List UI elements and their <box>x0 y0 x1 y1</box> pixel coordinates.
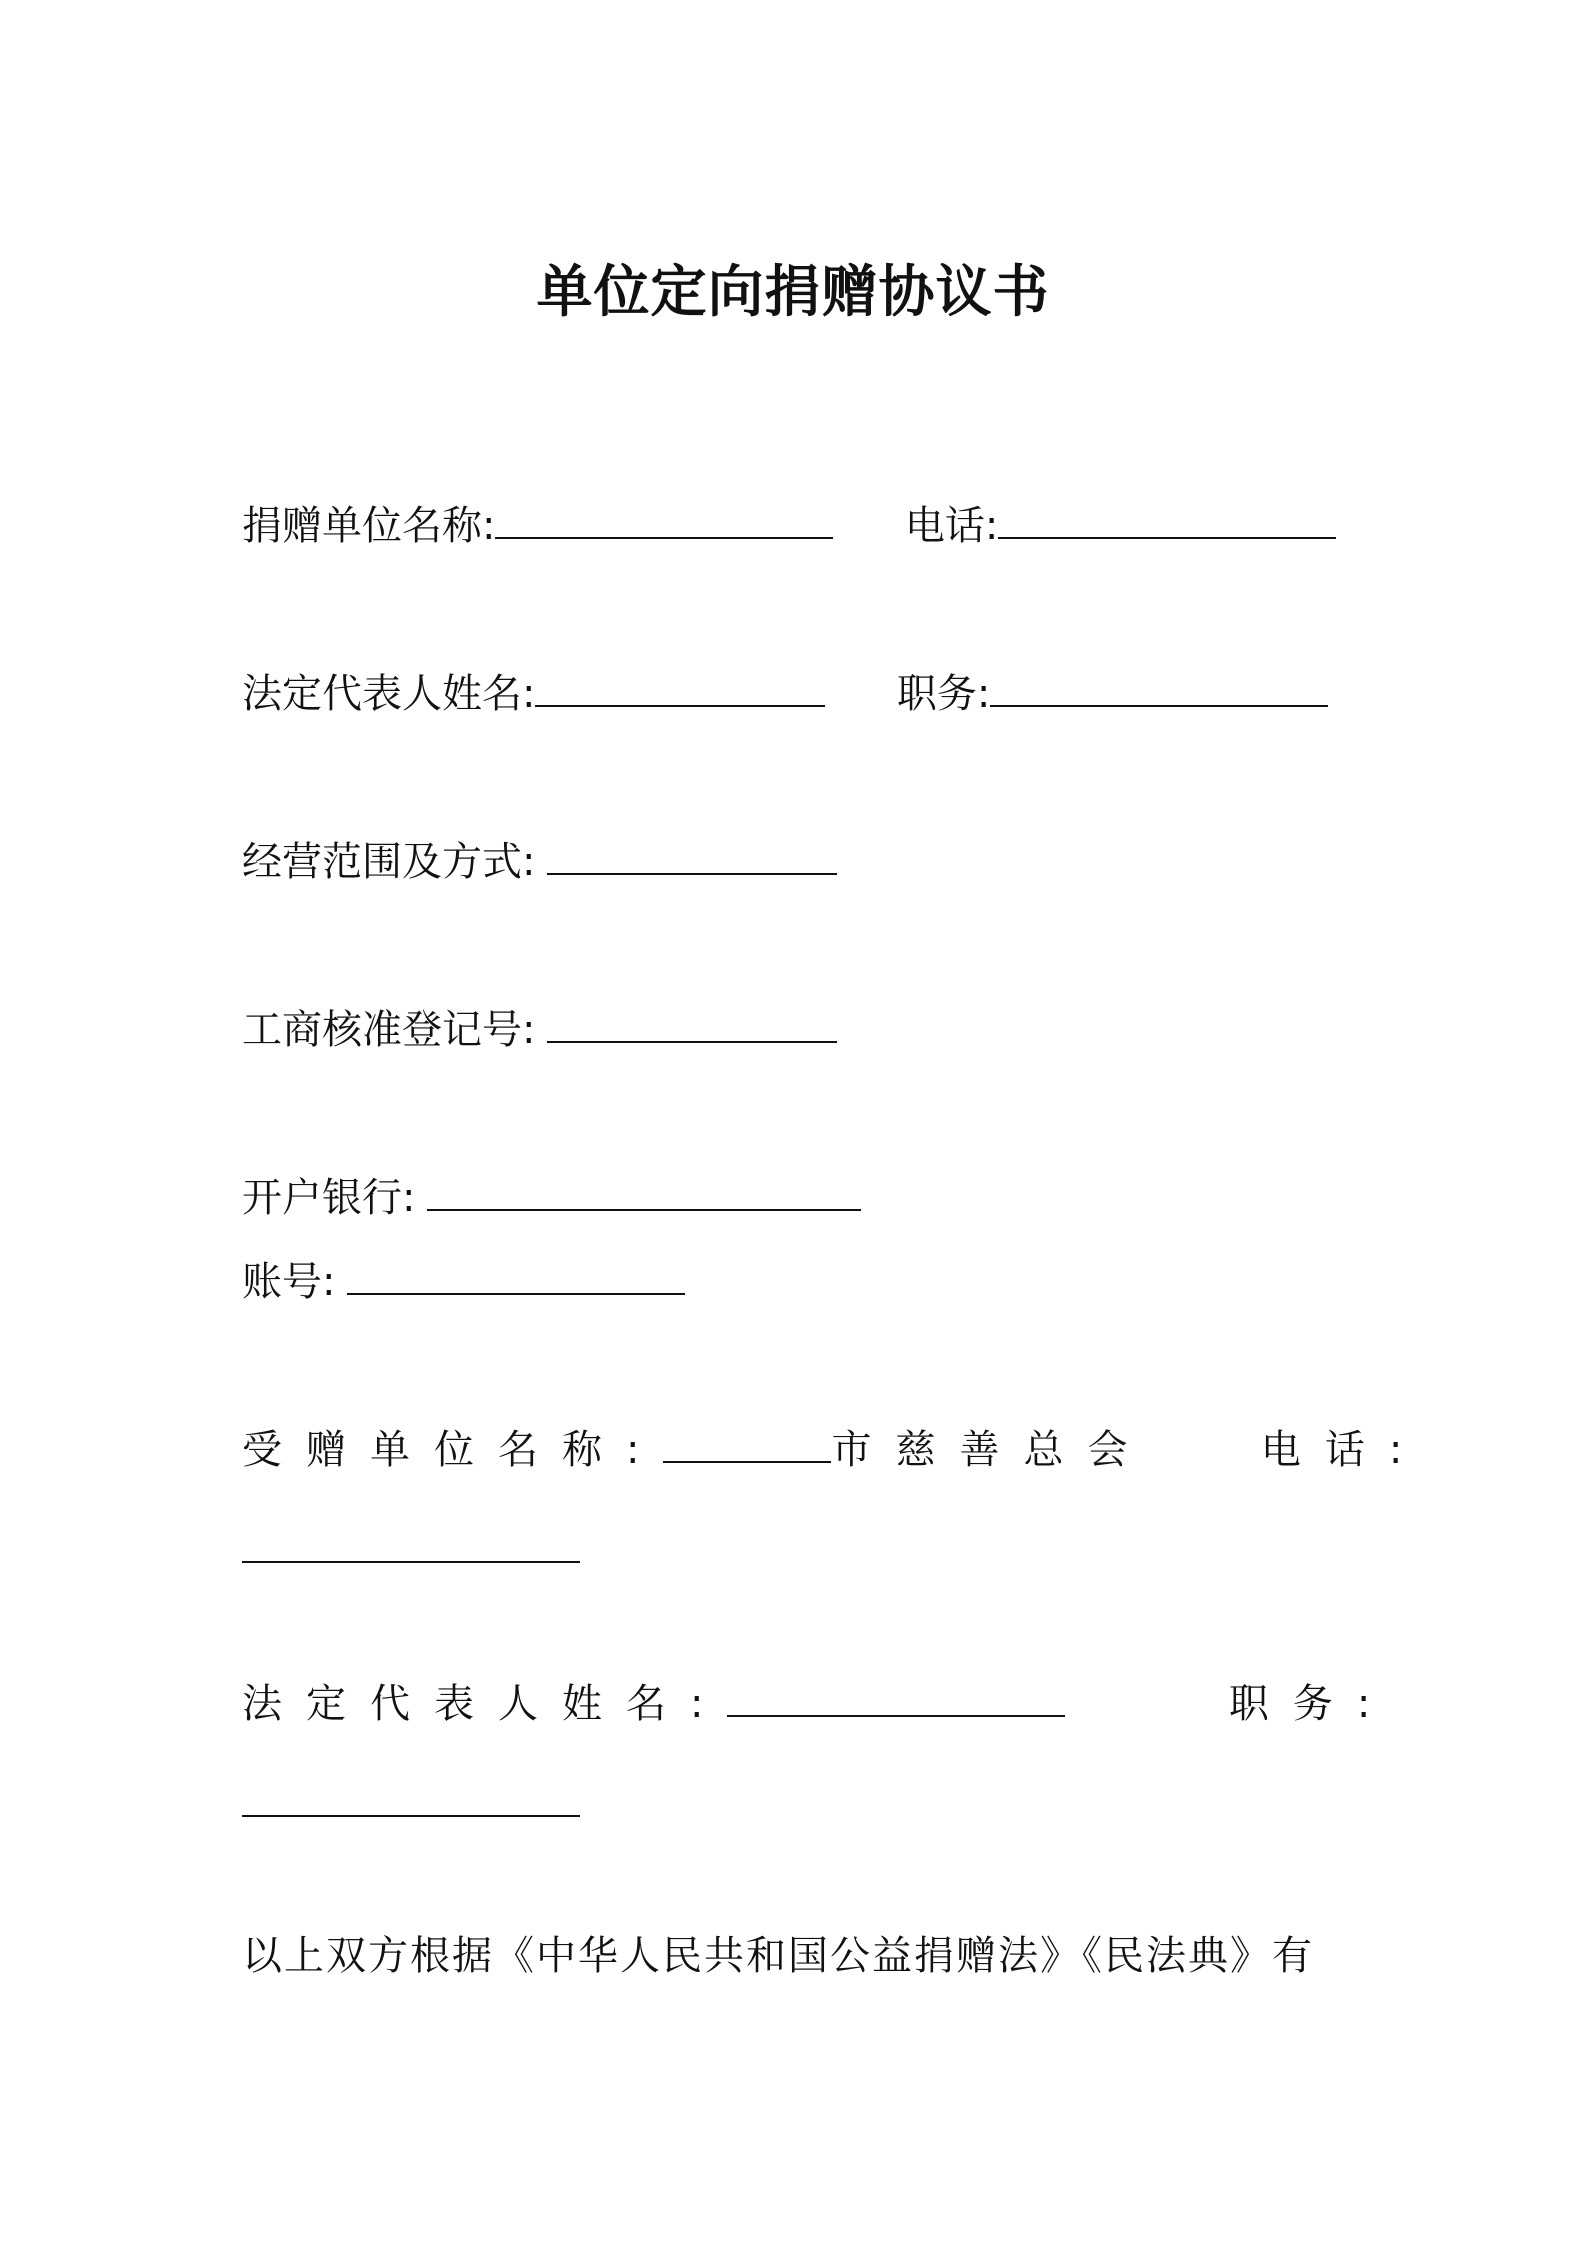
donor-scope-label: 经营范围及方式: <box>242 839 536 885</box>
donor-scope-field[interactable] <box>547 843 837 875</box>
donor-rep-field[interactable] <box>535 675 825 707</box>
donor-phone-label: 电话: <box>904 503 999 549</box>
recipient-name-field[interactable] <box>663 1431 831 1463</box>
donor-account-field[interactable] <box>347 1263 685 1295</box>
donor-position-field[interactable] <box>990 675 1328 707</box>
donor-name-row <box>242 498 1336 554</box>
recipient-phone-label: 电话: <box>1260 1427 1427 1473</box>
recipient-rep-field[interactable] <box>727 1685 1065 1717</box>
recipient-phone-field[interactable] <box>242 1531 580 1563</box>
recipient-name-suffix: 市慈善总会 <box>831 1427 1152 1473</box>
donor-scope-row <box>242 834 837 890</box>
donor-bank-label: 开户银行: <box>242 1175 416 1221</box>
donor-bank-field[interactable] <box>427 1179 861 1211</box>
recipient-position-row <box>242 1776 580 1832</box>
donor-position-label: 职务: <box>896 671 991 717</box>
donor-phone-field[interactable] <box>998 507 1336 539</box>
recipient-rep-row <box>242 1676 1394 1732</box>
donor-rep-label: 法定代表人姓名: <box>242 671 536 717</box>
donor-name-label: 捐赠单位名称: <box>242 503 496 549</box>
donor-reg-row <box>242 1002 837 1058</box>
donor-reg-field[interactable] <box>547 1011 837 1043</box>
recipient-name-row <box>242 1422 1426 1478</box>
donor-bank-row <box>242 1170 861 1226</box>
donor-account-label: 账号: <box>242 1259 336 1305</box>
donor-reg-label: 工商核准登记号: <box>242 1007 536 1053</box>
donor-account-row <box>242 1254 685 1310</box>
recipient-position-field[interactable] <box>242 1785 580 1817</box>
recipient-phone-row <box>242 1522 580 1578</box>
recipient-name-label: 受赠单位名称: <box>242 1427 664 1473</box>
recipient-rep-label: 法定代表人姓名: <box>242 1681 728 1727</box>
body-paragraph: 以上双方根据《中华人民共和国公益捐赠法》《民法典》有 <box>242 1933 1314 1979</box>
recipient-position-label: 职务: <box>1228 1681 1395 1727</box>
donor-rep-row <box>242 666 1328 722</box>
donor-name-field[interactable] <box>495 507 833 539</box>
document-title: 单位定向捐赠协议书 <box>536 260 1050 325</box>
